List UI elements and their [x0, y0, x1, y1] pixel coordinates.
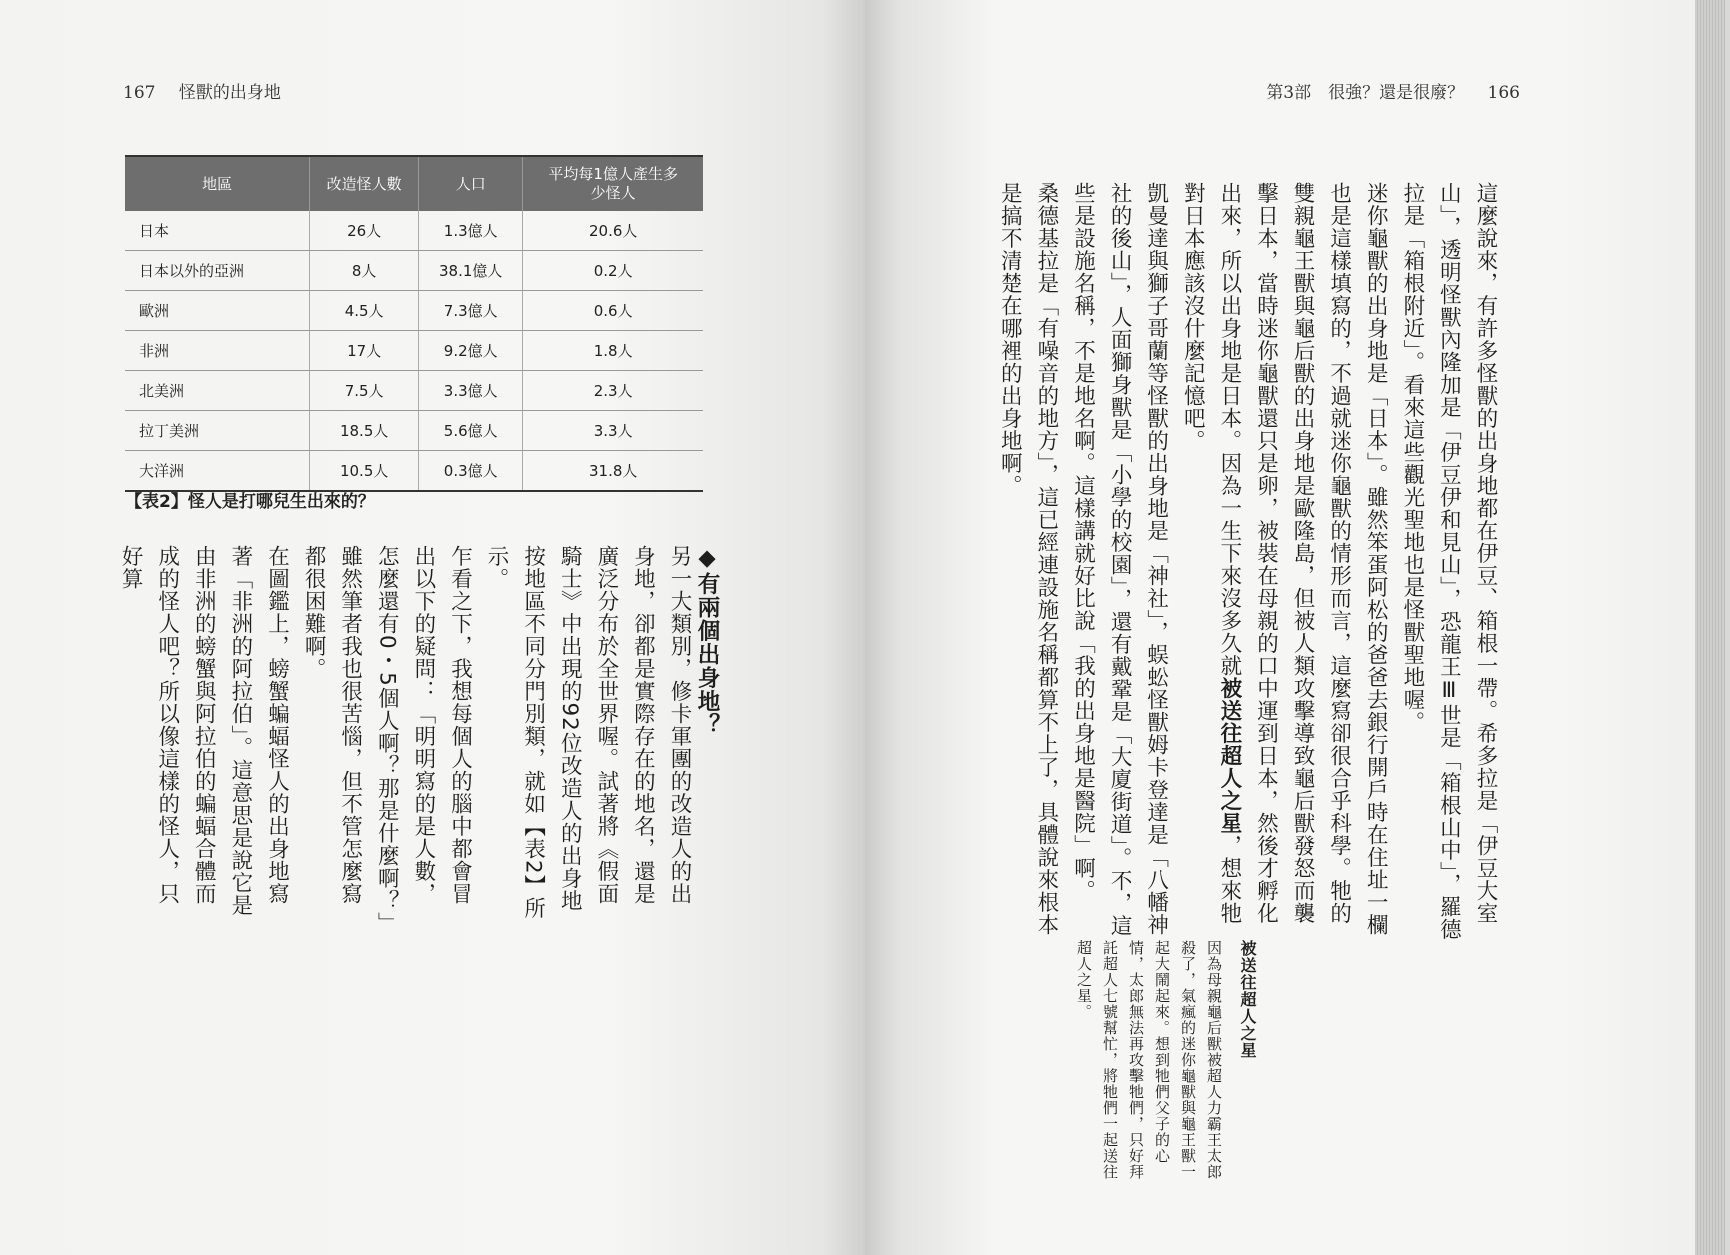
table-cell: 18.5人 — [310, 411, 419, 451]
table-cell: 歐洲 — [125, 291, 310, 331]
table-cell: 日本以外的亞洲 — [125, 251, 310, 291]
table-row — [125, 331, 703, 371]
table-cell: 8人 — [310, 251, 419, 291]
left-running-title: 怪獸的出身地 — [178, 83, 281, 103]
table-cell: 非洲 — [125, 331, 310, 371]
sidebar-heading: 被送往超人之星 — [1238, 940, 1257, 1059]
page-edge — [1695, 0, 1725, 1255]
table-header-population: 人口 — [419, 156, 523, 211]
paragraph: 凱曼達與獅子哥蘭等怪獸的出身地是「神社」，蜈蚣怪獸姆卡登達是「八幡神社的後山」，人面獅身獸是「小學的校園」，還有戴鞏是「大廈街道」。不，這些是設施名稱，不是地名啊。這樣講就好比說「我的出身地是醫院」啊。 — [1070, 182, 1169, 938]
paragraph — [1174, 182, 1394, 942]
table-header-count: 改造怪人數 — [310, 156, 419, 211]
table-cell: 0.2人 — [523, 251, 703, 291]
paragraph: 在圖鑑上，螃蟹蝙蝠怪人的出身地寫著「非洲的阿拉伯」。這意思是說它是由非洲的螃蟹與阿拉伯的蝙蝠合體而成的怪人吧？所以像這樣的怪人，只好算 — [118, 545, 290, 917]
table-cell: 10.5人 — [310, 451, 419, 492]
table-cell: 31.8人 — [523, 451, 703, 492]
table-row — [125, 291, 703, 331]
table-row — [125, 251, 703, 291]
table-row — [125, 211, 703, 251]
paragraph: 乍看之下，我想每個人的腦中都會冒出以下的疑問：「明明寫的是人數，怎麼還有0・5個人啊？那是什麼啊？」雖然筆者我也很苦惱，但不管怎麼寫都很困難啊。 — [301, 545, 473, 924]
paragraph: 桑德基拉是「有噪音的地方」，這已經連設施名稱都算不上了，具體說來根本是搞不清楚在哪裡的出身地啊。 — [997, 182, 1059, 937]
table-cell: 2.3人 — [523, 371, 703, 411]
right-page-number: 166 — [1487, 83, 1520, 103]
paragraph-part: ，想來牠對日本應該沒什麼記憶吧。 — [1180, 182, 1242, 925]
table-row — [125, 411, 703, 451]
right-page — [865, 0, 1725, 1255]
section-heading: ◆有兩個出身地？ — [694, 545, 720, 737]
table-cell: 20.6人 — [523, 211, 703, 251]
table-cell: 0.6人 — [523, 291, 703, 331]
table-cell: 26人 — [310, 211, 419, 251]
right-running-title: 第3部 很強？還是很廢？ — [1266, 83, 1465, 103]
table-cell: 1.3億人 — [419, 211, 523, 251]
right-body-text — [991, 182, 1503, 942]
table-cell: 日本 — [125, 211, 310, 251]
table-cell: 0.3億人 — [419, 451, 523, 492]
bold-term: 被送往超人之星 — [1216, 677, 1242, 835]
left-running-head — [123, 78, 281, 103]
table-cell: 17人 — [310, 331, 419, 371]
table-cell: 7.5人 — [310, 371, 419, 411]
table-cell: 1.8人 — [523, 331, 703, 371]
sidebar-text: 因為母親龜后獸被超人力霸王太郎殺了，氣瘋的迷你龜獸與龜王獸一起大鬧起來。想到牠們父子的心情，太郎無法再攻擊牠們，只好拜託超人七號幫忙，將牠們一起送往超人之星。 — [1075, 940, 1223, 1180]
table-row — [125, 451, 703, 492]
paragraph: 另一大類別，修卡軍團的改造人的出身地，卻都是實際存在的地名，還是廣泛分布於全世界喔。試著將《假面騎士》中出現的92位改造人的出身地按地區不同分門別類，就如【表2】所示。 — [484, 545, 692, 920]
right-running-head — [1266, 78, 1520, 103]
table-cell: 3.3人 — [523, 411, 703, 451]
left-body-text — [112, 545, 698, 925]
left-page-number: 167 — [123, 83, 156, 103]
table-header-region: 地區 — [125, 156, 310, 211]
table-cell: 拉丁美洲 — [125, 411, 310, 451]
paragraph-part: 迷你龜獸的出身地是「日本」。雖然笨蛋阿松的爸爸去銀行開戶時在住址一欄也是這樣填寫的，不過就迷你龜獸的情形而言，這麼寫卻很合乎科學。牠的雙親龜王獸與龜后獸的出身地是歐隆島，但被人類攻擊導致龜后獸發怒而襲擊日本，當時迷你龜獸還只是卵，被裝在母親的口中運到日本，然後才孵化出來，所以出身地是日本。因為一生下來沒多久就 — [1216, 182, 1389, 937]
table-cell: 北美洲 — [125, 371, 310, 411]
table-cell: 大洋洲 — [125, 451, 310, 492]
table-caption: 【表2】怪人是打哪兒生出來的？ — [125, 492, 375, 512]
table-cell: 7.3億人 — [419, 291, 523, 331]
table-cell: 9.2億人 — [419, 331, 523, 371]
table-cell: 4.5人 — [310, 291, 419, 331]
table-cell: 5.6億人 — [419, 411, 523, 451]
table-header-per-100m: 平均每1億人產生多少怪人 — [523, 156, 703, 211]
table-cell: 3.3億人 — [419, 371, 523, 411]
table-row — [125, 371, 703, 411]
table-cell: 38.1億人 — [419, 251, 523, 291]
paragraph: 這麼說來，有許多怪獸的出身地都在伊豆、箱根一帶。希多拉是「伊豆大室山」，透明怪獸內隆加是「伊豆伊和見山」，恐龍王Ⅲ世是「箱根山中」，羅德拉是「箱根附近」。看來這些觀光聖地也是怪獸聖地喔。 — [1399, 182, 1498, 941]
origin-table — [125, 155, 703, 492]
